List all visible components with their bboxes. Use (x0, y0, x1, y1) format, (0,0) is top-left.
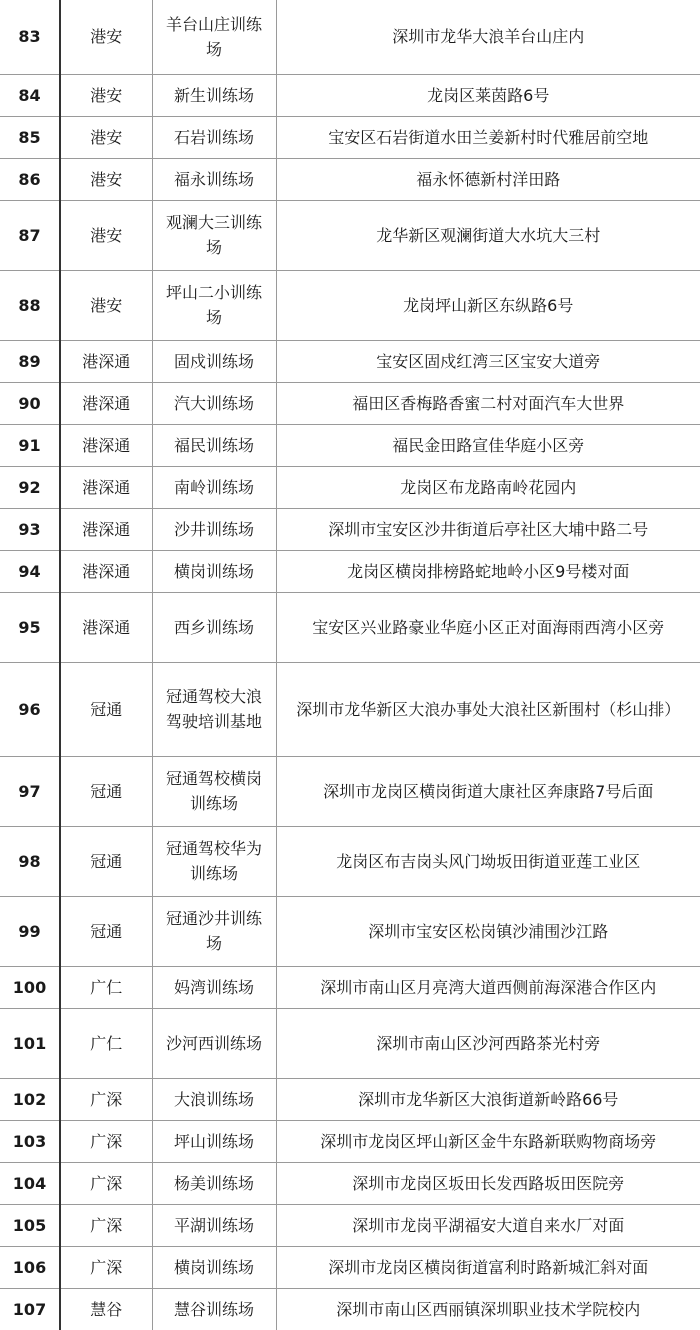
training-ground-name: 羊台山庄训练场 (152, 0, 276, 74)
table-row (0, 966, 700, 1008)
table-row (0, 158, 700, 200)
table-row (0, 1078, 700, 1120)
training-ground-address: 龙岗坪山新区东纵路6号 (276, 270, 700, 340)
table-row (0, 382, 700, 424)
table-row (0, 200, 700, 270)
row-number: 87 (0, 200, 60, 270)
table-row (0, 0, 700, 74)
training-ground-address: 福田区香梅路香蜜二村对面汽车大世界 (276, 382, 700, 424)
row-number: 84 (0, 74, 60, 116)
training-ground-name: 冠通沙井训练场 (152, 896, 276, 966)
driving-school-name: 港安 (60, 270, 152, 340)
row-number: 94 (0, 550, 60, 592)
training-ground-address: 龙华新区观澜街道大水坑大三村 (276, 200, 700, 270)
training-ground-address: 宝安区兴业路豪业华庭小区正对面海雨西湾小区旁 (276, 592, 700, 662)
training-ground-name: 沙河西训练场 (152, 1008, 276, 1078)
driving-school-name: 冠通 (60, 756, 152, 826)
row-number: 107 (0, 1288, 60, 1330)
training-ground-name: 固戍训练场 (152, 340, 276, 382)
table-row (0, 1162, 700, 1204)
row-number: 102 (0, 1078, 60, 1120)
training-ground-address: 深圳市龙华大浪羊台山庄内 (276, 0, 700, 74)
driving-school-name: 广仁 (60, 1008, 152, 1078)
table-row (0, 270, 700, 340)
training-ground-address: 龙岗区莱茵路6号 (276, 74, 700, 116)
table-row (0, 1008, 700, 1078)
training-ground-address: 深圳市南山区沙河西路茶光村旁 (276, 1008, 700, 1078)
row-number: 97 (0, 756, 60, 826)
training-ground-address: 深圳市宝安区沙井街道后亭社区大埔中路二号 (276, 508, 700, 550)
row-number: 100 (0, 966, 60, 1008)
driving-school-name: 港深通 (60, 550, 152, 592)
row-number: 90 (0, 382, 60, 424)
training-ground-address: 深圳市龙岗区坪山新区金牛东路新联购物商场旁 (276, 1120, 700, 1162)
training-ground-name: 坪山二小训练场 (152, 270, 276, 340)
training-ground-name: 观澜大三训练场 (152, 200, 276, 270)
training-ground-name: 石岩训练场 (152, 116, 276, 158)
training-ground-address: 深圳市龙岗区坂田长发西路坂田医院旁 (276, 1162, 700, 1204)
training-ground-name: 冠通驾校大浪驾驶培训基地 (152, 662, 276, 756)
driving-school-name: 港安 (60, 200, 152, 270)
row-number: 104 (0, 1162, 60, 1204)
driving-school-name: 冠通 (60, 662, 152, 756)
row-number: 92 (0, 466, 60, 508)
training-ground-name: 妈湾训练场 (152, 966, 276, 1008)
table-row (0, 896, 700, 966)
row-number: 96 (0, 662, 60, 756)
table-row (0, 116, 700, 158)
training-ground-name: 横岗训练场 (152, 550, 276, 592)
training-ground-name: 杨美训练场 (152, 1162, 276, 1204)
training-ground-address: 福民金田路宣佳华庭小区旁 (276, 424, 700, 466)
training-ground-name: 福民训练场 (152, 424, 276, 466)
driving-school-name: 广深 (60, 1204, 152, 1246)
driving-school-name: 港深通 (60, 466, 152, 508)
training-ground-name: 冠通驾校华为训练场 (152, 826, 276, 896)
driving-school-name: 港深通 (60, 382, 152, 424)
driving-school-name: 港安 (60, 0, 152, 74)
training-ground-address: 深圳市南山区西丽镇深圳职业技术学院校内 (276, 1288, 700, 1330)
table-row (0, 592, 700, 662)
training-ground-address: 深圳市龙岗区横岗街道富利时路新城汇斜对面 (276, 1246, 700, 1288)
training-ground-name: 福永训练场 (152, 158, 276, 200)
driving-school-name: 广深 (60, 1162, 152, 1204)
driving-school-name: 港安 (60, 116, 152, 158)
row-number: 93 (0, 508, 60, 550)
table-row (0, 826, 700, 896)
row-number: 91 (0, 424, 60, 466)
row-number: 83 (0, 0, 60, 74)
training-ground-name: 平湖训练场 (152, 1204, 276, 1246)
training-ground-name: 西乡训练场 (152, 592, 276, 662)
training-ground-address: 福永怀德新村洋田路 (276, 158, 700, 200)
training-ground-address: 深圳市南山区月亮湾大道西侧前海深港合作区内 (276, 966, 700, 1008)
table-row (0, 1204, 700, 1246)
training-ground-name: 新生训练场 (152, 74, 276, 116)
training-ground-address: 深圳市龙岗平湖福安大道自来水厂对面 (276, 1204, 700, 1246)
row-number: 105 (0, 1204, 60, 1246)
row-number: 89 (0, 340, 60, 382)
training-ground-address: 龙岗区横岗排榜路蛇地岭小区9号楼对面 (276, 550, 700, 592)
row-number: 85 (0, 116, 60, 158)
driving-school-name: 广深 (60, 1078, 152, 1120)
training-ground-address: 宝安区石岩街道水田兰姜新村时代雅居前空地 (276, 116, 700, 158)
driving-school-name: 港安 (60, 158, 152, 200)
driving-school-name: 港深通 (60, 592, 152, 662)
row-number: 99 (0, 896, 60, 966)
training-ground-name: 坪山训练场 (152, 1120, 276, 1162)
table-row (0, 1120, 700, 1162)
training-ground-address: 宝安区固戍红湾三区宝安大道旁 (276, 340, 700, 382)
training-ground-address: 深圳市宝安区松岗镇沙浦围沙江路 (276, 896, 700, 966)
driving-school-name: 冠通 (60, 826, 152, 896)
training-ground-address: 龙岗区布龙路南岭花园内 (276, 466, 700, 508)
row-number: 95 (0, 592, 60, 662)
row-number: 106 (0, 1246, 60, 1288)
table-row (0, 662, 700, 756)
table-row (0, 466, 700, 508)
row-number: 103 (0, 1120, 60, 1162)
table-row (0, 508, 700, 550)
driving-school-name: 港深通 (60, 340, 152, 382)
table-row (0, 340, 700, 382)
training-ground-name: 慧谷训练场 (152, 1288, 276, 1330)
driving-school-name: 冠通 (60, 896, 152, 966)
table-row (0, 1288, 700, 1330)
driving-school-name: 广深 (60, 1246, 152, 1288)
training-ground-address: 深圳市龙岗区横岗街道大康社区奔康路7号后面 (276, 756, 700, 826)
row-number: 101 (0, 1008, 60, 1078)
table-row (0, 1246, 700, 1288)
training-ground-name: 沙井训练场 (152, 508, 276, 550)
training-ground-address: 深圳市龙华新区大浪办事处大浪社区新围村（杉山排） (276, 662, 700, 756)
training-ground-name: 大浪训练场 (152, 1078, 276, 1120)
training-ground-address: 深圳市龙华新区大浪街道新岭路66号 (276, 1078, 700, 1120)
driving-school-name: 港深通 (60, 424, 152, 466)
driving-school-name: 港深通 (60, 508, 152, 550)
table-row (0, 424, 700, 466)
training-ground-address: 龙岗区布吉岗头风门坳坂田街道亚莲工业区 (276, 826, 700, 896)
driving-school-name: 港安 (60, 74, 152, 116)
table-row (0, 550, 700, 592)
training-ground-name: 横岗训练场 (152, 1246, 276, 1288)
table-row (0, 756, 700, 826)
row-number: 98 (0, 826, 60, 896)
training-ground-name: 南岭训练场 (152, 466, 276, 508)
driving-school-name: 慧谷 (60, 1288, 152, 1330)
table-row (0, 74, 700, 116)
training-ground-name: 汽大训练场 (152, 382, 276, 424)
training-ground-name: 冠通驾校横岗训练场 (152, 756, 276, 826)
driving-school-name: 广仁 (60, 966, 152, 1008)
row-number: 88 (0, 270, 60, 340)
row-number: 86 (0, 158, 60, 200)
driving-school-name: 广深 (60, 1120, 152, 1162)
